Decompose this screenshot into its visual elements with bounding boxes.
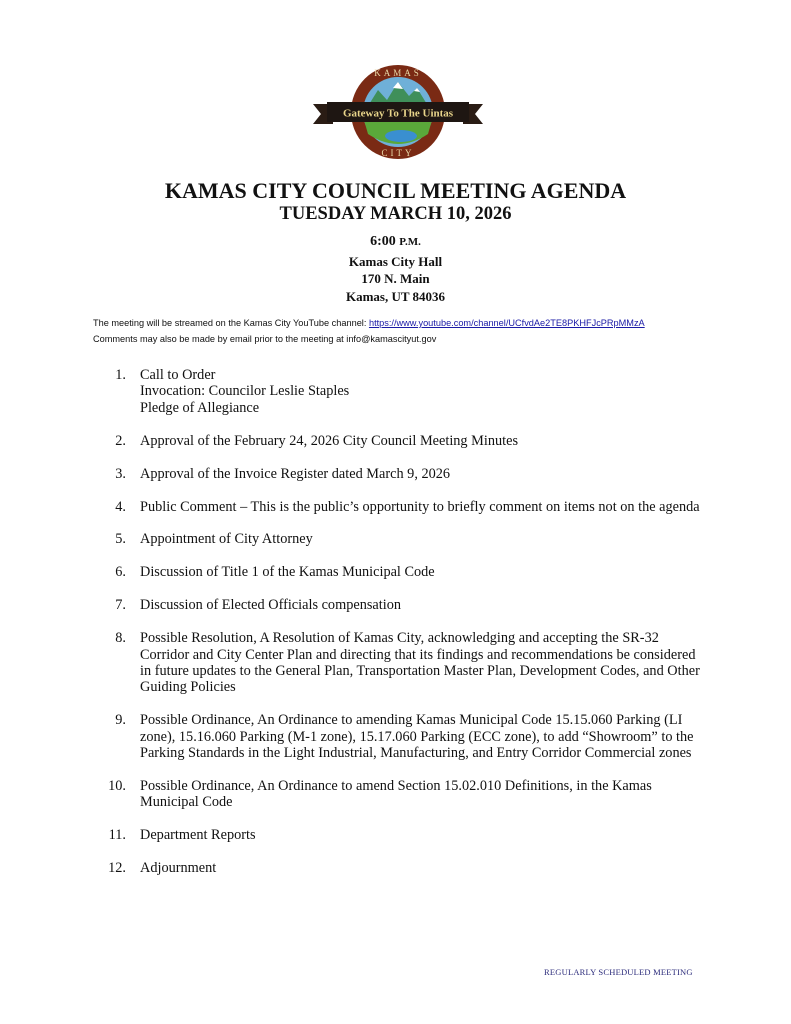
agenda-item-number: 6. xyxy=(115,564,126,581)
agenda-item xyxy=(0,466,791,482)
location-city: Kamas, UT 84036 xyxy=(345,289,446,304)
page-title: KAMAS CITY COUNCIL MEETING AGENDA xyxy=(164,178,627,203)
stream-text: The meeting will be streamed on the Kamas City YouTube channel: xyxy=(93,318,369,328)
agenda-item xyxy=(0,597,791,613)
agenda-item-number: 2. xyxy=(115,432,126,449)
meeting-date: TUESDAY MARCH 10, 2026 xyxy=(279,204,512,224)
meeting-time xyxy=(0,234,791,250)
agenda-item-text: Possible Resolution, A Resolution of Kamas City, acknowledging and accepting the SR-32 Corridor and City Center Plan and directing that its findings and recommendations be considered in future updates to the General Plan, Transportation Master Plan, Development Codes, and Other Guiding Policies xyxy=(140,630,700,696)
agenda-item xyxy=(0,712,791,761)
agenda-item-number: 10. xyxy=(108,778,126,794)
stream-notice xyxy=(93,318,645,328)
agenda-item-number: 4. xyxy=(115,498,126,515)
agenda-item-line: Call to Order xyxy=(140,367,216,383)
agenda-item-text: Approval of the Invoice Register dated March 9, 2026 xyxy=(140,465,451,482)
agenda-item xyxy=(0,564,791,580)
youtube-link[interactable]: https://www.youtube.com/channel/UCfvdAe2TE8PKHFJcPRpMMzA xyxy=(368,318,645,328)
agenda-item-text: Approval of the February 24, 2026 City Council Meeting Minutes xyxy=(140,432,519,449)
agenda-item-line: Invocation: Councilor Leslie Staples xyxy=(140,383,350,400)
location-name: Kamas City Hall xyxy=(348,254,443,269)
agenda-item xyxy=(0,827,791,843)
agenda-list xyxy=(0,367,791,893)
time-value: 6:00 xyxy=(370,234,396,249)
agenda-item xyxy=(0,433,791,449)
agenda-item-number: 11. xyxy=(108,827,126,844)
email-notice: Comments may also be made by email prior to the meeting at info@kamascityut.gov xyxy=(93,334,437,344)
agenda-item-number: 7. xyxy=(115,597,126,614)
agenda-item-text: Adjournment xyxy=(140,860,217,877)
svg-text:CITY: CITY xyxy=(381,148,415,158)
agenda-item-text: Appointment of City Attorney xyxy=(140,531,313,548)
agenda-item-text: Discussion of Elected Officials compensation xyxy=(140,597,401,614)
footer-label: REGULARLY SCHEDULED MEETING xyxy=(544,967,693,977)
agenda-item-number: 3. xyxy=(115,465,126,482)
agenda-item-line: Pledge of Allegiance xyxy=(140,399,260,416)
agenda-item-text: Discussion of Title 1 of the Kamas Municipal Code xyxy=(140,564,435,581)
agenda-item-number: 8. xyxy=(115,630,126,647)
agenda-item xyxy=(0,778,791,811)
agenda-item-text: Public Comment – This is the public’s opportunity to briefly comment on items not on the agenda xyxy=(140,498,700,515)
svg-text:Gateway To The Uintas: Gateway To The Uintas xyxy=(342,107,454,120)
agenda-item xyxy=(0,630,791,696)
time-suffix: P.M. xyxy=(399,236,421,248)
agenda-item-number: 1. xyxy=(115,367,126,383)
agenda-item-text: Department Reports xyxy=(140,827,256,844)
agenda-item xyxy=(0,367,791,416)
svg-text:KAMAS: KAMAS xyxy=(374,68,422,78)
agenda-item-text: Possible Ordinance, An Ordinance to amend Section 15.02.010 Definitions, in the Kamas Municipal Code xyxy=(140,778,652,811)
agenda-item-number: 5. xyxy=(115,531,126,548)
agenda-item xyxy=(0,860,791,876)
agenda-item-number: 12. xyxy=(108,860,126,877)
agenda-item-text: Possible Ordinance, An Ordinance to amending Kamas Municipal Code 15.15.060 Parking (LI zone), 15.16.060 Parking (M-1 zone), 15.17.060 Parking (ECC zone), to add “Showroom” to the Parking Standards in the Light Industrial, Manufacturing, and Entry Corridor Commercial zones xyxy=(140,712,694,762)
agenda-item-number: 9. xyxy=(115,712,126,729)
agenda-item xyxy=(0,499,791,515)
location-street: 170 N. Main xyxy=(361,271,430,286)
kamas-city-logo xyxy=(313,62,483,162)
agenda-item xyxy=(0,531,791,547)
